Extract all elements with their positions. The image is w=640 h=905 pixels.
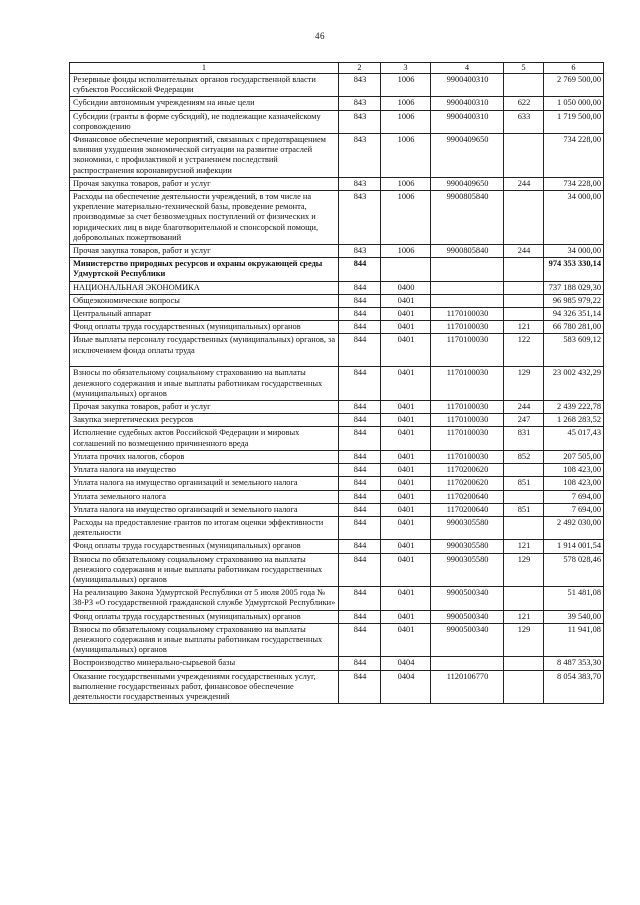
budget-item-name: Уплата земельного налога: [70, 490, 339, 503]
amount: 7 694,00: [544, 503, 604, 516]
budget-item-name: Фонд оплаты труда государственных (муниципальных) органов: [70, 610, 339, 623]
expense-type-code: [504, 294, 544, 307]
target-article-code: 1170100030: [431, 321, 504, 334]
ministry-code: 844: [339, 450, 381, 463]
section-code: 0401: [381, 610, 431, 623]
target-article-code: 9900305580: [431, 553, 504, 587]
budget-item-name: Уплата прочих налогов, сборов: [70, 450, 339, 463]
section-code: [381, 258, 431, 281]
expense-type-code: [504, 74, 544, 97]
amount: 2 439 222,78: [544, 401, 604, 414]
table-row: [70, 670, 604, 704]
expense-type-code: 122: [504, 334, 544, 367]
budget-item-name: Взносы по обязательному социальному страхованию на выплаты денежного содержания и иные выплаты работникам государственных (муниципальных) органов: [70, 367, 339, 401]
budget-table: [69, 62, 604, 704]
table-row: [70, 427, 604, 450]
table-row: [70, 134, 604, 178]
amount: 207 505,00: [544, 450, 604, 463]
amount: 2 492 030,00: [544, 516, 604, 539]
expense-type-code: 121: [504, 540, 544, 553]
table-row: [70, 191, 604, 245]
ministry-code: 844: [339, 477, 381, 490]
table-row: [70, 610, 604, 623]
budget-item-name: Расходы на предоставление грантов по итогам оценки эффективности деятельности: [70, 516, 339, 539]
amount: 8 054 383,70: [544, 670, 604, 704]
amount: 51 481,08: [544, 587, 604, 610]
budget-item-name: Прочая закупка товаров, работ и услуг: [70, 177, 339, 190]
ministry-code: 844: [339, 503, 381, 516]
budget-item-name: Взносы по обязательному социальному страхованию на выплаты денежного содержания и иные выплаты работникам государственных (муниципальных) органов: [70, 623, 339, 657]
target-article-code: 1170200640: [431, 490, 504, 503]
section-code: 0401: [381, 587, 431, 610]
section-code: 0401: [381, 401, 431, 414]
column-number: 2: [339, 63, 381, 74]
ministry-code: 843: [339, 245, 381, 258]
ministry-code: 843: [339, 134, 381, 178]
ministry-code: 844: [339, 281, 381, 294]
amount: 1 268 283,52: [544, 414, 604, 427]
ministry-code: 844: [339, 308, 381, 321]
table-row: [70, 258, 604, 281]
table-row: [70, 553, 604, 587]
ministry-code: 844: [339, 610, 381, 623]
expense-type-code: 129: [504, 623, 544, 657]
table-row: [70, 657, 604, 670]
section-code: 0400: [381, 281, 431, 294]
section-code: 0401: [381, 553, 431, 587]
ministry-code: 843: [339, 110, 381, 133]
section-code: 1006: [381, 177, 431, 190]
table-row: [70, 516, 604, 539]
amount: 1 914 001,54: [544, 540, 604, 553]
expense-type-code: [504, 670, 544, 704]
expense-type-code: 129: [504, 367, 544, 401]
column-number: 4: [431, 63, 504, 74]
target-article-code: 1170100030: [431, 334, 504, 367]
budget-item-name: Субсидии (гранты в форме субсидий), не подлежащие казначейскому сопровождению: [70, 110, 339, 133]
expense-type-code: 831: [504, 427, 544, 450]
amount: 734 228,00: [544, 177, 604, 190]
amount: 34 000,00: [544, 191, 604, 245]
amount: 108 423,00: [544, 477, 604, 490]
table-row: [70, 623, 604, 657]
section-code: 1006: [381, 74, 431, 97]
ministry-code: 843: [339, 74, 381, 97]
section-code: 0401: [381, 294, 431, 307]
target-article-code: 9900500340: [431, 587, 504, 610]
amount: 34 000,00: [544, 245, 604, 258]
amount: 11 941,08: [544, 623, 604, 657]
budget-item-name: Фонд оплаты труда государственных (муниципальных) органов: [70, 540, 339, 553]
amount: 1 719 500,00: [544, 110, 604, 133]
expense-type-code: 622: [504, 97, 544, 110]
amount: 2 769 500,00: [544, 74, 604, 97]
table-row: [70, 490, 604, 503]
amount: 737 188 029,30: [544, 281, 604, 294]
table-row: [70, 464, 604, 477]
table-row: [70, 477, 604, 490]
expense-type-code: [504, 134, 544, 178]
table-row: [70, 540, 604, 553]
ministry-code: 843: [339, 191, 381, 245]
ministry-code: 844: [339, 490, 381, 503]
table-row: [70, 321, 604, 334]
section-code: 1006: [381, 134, 431, 178]
target-article-code: 1170100030: [431, 450, 504, 463]
target-article-code: 9900400310: [431, 74, 504, 97]
budget-item-name: Оказание государственными учреждениями государственных услуг, выполнение государственных работ, финансовое обеспечение деятельности государственных учреждений: [70, 670, 339, 704]
section-code: 0401: [381, 450, 431, 463]
expense-type-code: 851: [504, 477, 544, 490]
budget-item-name: Уплата налога на имущество организаций и земельного налога: [70, 477, 339, 490]
expense-type-code: [504, 258, 544, 281]
budget-item-name: На реализацию Закона Удмуртской Республики от 5 июля 2005 года № 38-РЗ «О государственной гражданской службе Удмуртской Республики»: [70, 587, 339, 610]
ministry-code: 843: [339, 177, 381, 190]
expense-type-code: 244: [504, 401, 544, 414]
target-article-code: 9900409650: [431, 134, 504, 178]
target-article-code: 1170100030: [431, 308, 504, 321]
budget-item-name: Резервные фонды исполнительных органов государственной власти субъектов Российской Федерации: [70, 74, 339, 97]
section-code: 0401: [381, 334, 431, 367]
amount: 39 540,00: [544, 610, 604, 623]
amount: 7 694,00: [544, 490, 604, 503]
ministry-code: 844: [339, 553, 381, 587]
column-number: 6: [544, 63, 604, 74]
target-article-code: 9900500340: [431, 623, 504, 657]
ministry-code: 844: [339, 540, 381, 553]
ministry-code: 844: [339, 414, 381, 427]
section-code: 0401: [381, 414, 431, 427]
table-row: [70, 450, 604, 463]
section-code: 0401: [381, 516, 431, 539]
table-row: [70, 110, 604, 133]
budget-item-name: Финансовое обеспечение мероприятий, связанных с предотвращением влияния ухудшения экономической ситуации на развитие отраслей экономики, с профилактикой и устранением последствий распространения коронавирусной инфекции: [70, 134, 339, 178]
expense-type-code: 851: [504, 503, 544, 516]
section-code: 0401: [381, 308, 431, 321]
table-row: [70, 281, 604, 294]
expense-type-code: [504, 281, 544, 294]
section-code: 0401: [381, 540, 431, 553]
column-number-header-row: [70, 63, 604, 74]
target-article-code: 1120106770: [431, 670, 504, 704]
column-number: 5: [504, 63, 544, 74]
table-row: [70, 74, 604, 97]
table-row: [70, 587, 604, 610]
expense-type-code: 244: [504, 177, 544, 190]
table-row: [70, 177, 604, 190]
ministry-code: 844: [339, 258, 381, 281]
expense-type-code: 633: [504, 110, 544, 133]
budget-item-name: Уплата налога на имущество организаций и земельного налога: [70, 503, 339, 516]
section-code: 0404: [381, 657, 431, 670]
table-row: [70, 334, 604, 367]
budget-item-name: Прочая закупка товаров, работ и услуг: [70, 401, 339, 414]
amount: 66 780 281,00: [544, 321, 604, 334]
expense-type-code: [504, 464, 544, 477]
target-article-code: 1170200620: [431, 477, 504, 490]
budget-item-name: Исполнение судебных актов Российской Федерации и мировых соглашений по возмещению причиненного вреда: [70, 427, 339, 450]
section-code: 1006: [381, 191, 431, 245]
table-row: [70, 245, 604, 258]
budget-item-name: Общеэкономические вопросы: [70, 294, 339, 307]
section-code: 1006: [381, 110, 431, 133]
section-code: 0401: [381, 321, 431, 334]
amount: 8 487 353,30: [544, 657, 604, 670]
column-number: 3: [381, 63, 431, 74]
target-article-code: 1170200640: [431, 503, 504, 516]
table-row: [70, 401, 604, 414]
section-code: 0404: [381, 670, 431, 704]
table-row: [70, 294, 604, 307]
budget-item-name: Иные выплаты персоналу государственных (муниципальных) органов, за исключением фонда оплаты труда: [70, 334, 339, 367]
target-article-code: 1170100030: [431, 427, 504, 450]
expense-type-code: 121: [504, 610, 544, 623]
amount: 94 326 351,14: [544, 308, 604, 321]
ministry-code: 844: [339, 334, 381, 367]
ministry-code: 844: [339, 623, 381, 657]
ministry-code: 844: [339, 657, 381, 670]
amount: 734 228,00: [544, 134, 604, 178]
target-article-code: 9900305580: [431, 516, 504, 539]
expense-type-code: 121: [504, 321, 544, 334]
section-code: 0401: [381, 477, 431, 490]
expense-type-code: 852: [504, 450, 544, 463]
amount: 108 423,00: [544, 464, 604, 477]
ministry-code: 844: [339, 516, 381, 539]
section-code: 0401: [381, 464, 431, 477]
amount: 578 028,46: [544, 553, 604, 587]
target-article-code: 1170100030: [431, 401, 504, 414]
ministry-code: 844: [339, 464, 381, 477]
expense-type-code: [504, 516, 544, 539]
target-article-code: 9900805840: [431, 245, 504, 258]
target-article-code: [431, 281, 504, 294]
section-code: 0401: [381, 427, 431, 450]
budget-item-name: Прочая закупка товаров, работ и услуг: [70, 245, 339, 258]
ministry-code: 844: [339, 670, 381, 704]
section-code: 0401: [381, 623, 431, 657]
budget-item-name: Центральный аппарат: [70, 308, 339, 321]
expense-type-code: 129: [504, 553, 544, 587]
target-article-code: [431, 294, 504, 307]
expense-type-code: [504, 490, 544, 503]
section-code: 0401: [381, 503, 431, 516]
section-code: 1006: [381, 97, 431, 110]
ministry-code: 844: [339, 427, 381, 450]
section-code: 0401: [381, 367, 431, 401]
target-article-code: 9900409650: [431, 177, 504, 190]
ministry-code: 844: [339, 367, 381, 401]
budget-item-name: Субсидии автономным учреждениям на иные цели: [70, 97, 339, 110]
section-code: 0401: [381, 490, 431, 503]
ministry-code: 844: [339, 401, 381, 414]
amount: 23 002 432,29: [544, 367, 604, 401]
target-article-code: 1170200620: [431, 464, 504, 477]
budget-item-name: Взносы по обязательному социальному страхованию на выплаты денежного содержания и иные выплаты работникам государственных (муниципальных) органов: [70, 553, 339, 587]
table-row: [70, 308, 604, 321]
budget-item-name: Воспроизводство минерально-сырьевой базы: [70, 657, 339, 670]
expense-type-code: 247: [504, 414, 544, 427]
budget-item-name: Расходы на обеспечение деятельности учреждений, в том числе на укрепление материально-технической базы, проведение ремонта, производимые за счет безвозмездных поступлений от физических и юридических лиц в виде благотворительной и спонсорской помощи, добровольных пожертвований: [70, 191, 339, 245]
target-article-code: 9900400310: [431, 97, 504, 110]
ministry-code: 844: [339, 587, 381, 610]
target-article-code: 9900805840: [431, 191, 504, 245]
amount: 45 017,43: [544, 427, 604, 450]
expense-type-code: [504, 191, 544, 245]
ministry-code: 843: [339, 97, 381, 110]
expense-type-code: [504, 308, 544, 321]
page-number: 46: [315, 31, 325, 41]
budget-item-name: Министерство природных ресурсов и охраны окружающей среды Удмуртской Республики: [70, 258, 339, 281]
amount: 1 050 000,00: [544, 97, 604, 110]
expense-type-code: [504, 657, 544, 670]
budget-item-name: НАЦИОНАЛЬНАЯ ЭКОНОМИКА: [70, 281, 339, 294]
amount: 583 609,12: [544, 334, 604, 367]
table-body: [70, 74, 604, 704]
section-code: 1006: [381, 245, 431, 258]
target-article-code: [431, 258, 504, 281]
ministry-code: 844: [339, 294, 381, 307]
target-article-code: 1170100030: [431, 367, 504, 401]
table-row: [70, 367, 604, 401]
target-article-code: 1170100030: [431, 414, 504, 427]
amount: 96 985 979,22: [544, 294, 604, 307]
budget-item-name: Фонд оплаты труда государственных (муниципальных) органов: [70, 321, 339, 334]
target-article-code: 9900400310: [431, 110, 504, 133]
table-row: [70, 414, 604, 427]
budget-item-name: Закупка энергетических ресурсов: [70, 414, 339, 427]
amount: 974 353 330,14: [544, 258, 604, 281]
table-row: [70, 97, 604, 110]
column-number: 1: [70, 63, 339, 74]
ministry-code: 844: [339, 321, 381, 334]
budget-item-name: Уплата налога на имущество: [70, 464, 339, 477]
expense-type-code: [504, 587, 544, 610]
expense-type-code: 244: [504, 245, 544, 258]
target-article-code: 9900305580: [431, 540, 504, 553]
target-article-code: 9900500340: [431, 610, 504, 623]
target-article-code: [431, 657, 504, 670]
table-row: [70, 503, 604, 516]
